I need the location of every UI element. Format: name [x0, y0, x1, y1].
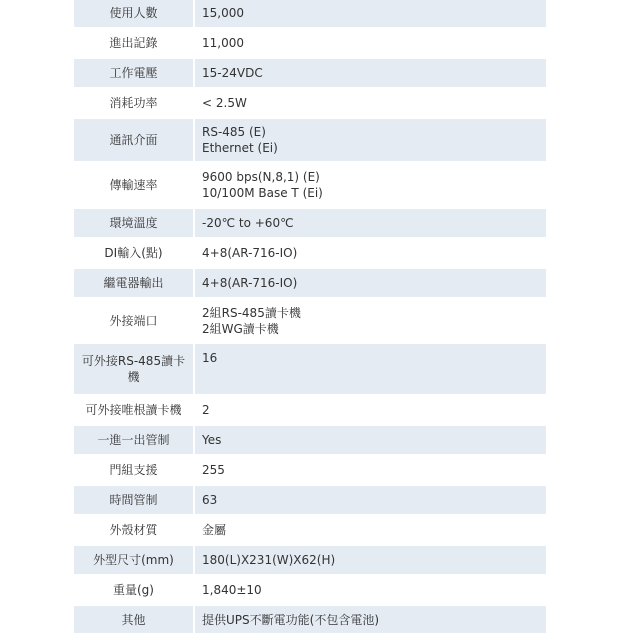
spec-value-line: 2 [202, 403, 210, 417]
spec-row-di-input [74, 238, 546, 268]
spec-label: DI輸入(點) [74, 238, 194, 268]
spec-label: 外接端口 [74, 298, 194, 343]
spec-row-external-ports [74, 298, 546, 343]
spec-label: 繼電器輸出 [74, 268, 194, 298]
spec-value [194, 162, 546, 208]
spec-row-records [74, 28, 546, 58]
spec-label: 外型尺寸(mm) [74, 545, 194, 575]
spec-value [194, 28, 546, 58]
spec-row-wiegand-readers [74, 395, 546, 425]
spec-value [194, 298, 546, 343]
spec-row-dimensions [74, 545, 546, 575]
spec-row-door-groups [74, 455, 546, 485]
spec-value-line: 2組RS-485讀卡機 [202, 305, 301, 320]
spec-value-line: 16 [202, 351, 218, 365]
spec-value [194, 575, 546, 605]
spec-value [194, 0, 546, 28]
spec-label: 可外接唯根讀卡機 [74, 395, 194, 425]
spec-row-housing [74, 515, 546, 545]
spec-value-line: < 2.5W [202, 96, 247, 110]
spec-row-interface [74, 118, 546, 162]
spec-row-rs485-readers [74, 343, 546, 395]
spec-row-power [74, 88, 546, 118]
spec-label: 其他 [74, 605, 194, 634]
spec-value-line: 2組WG讀卡機 [202, 321, 279, 336]
spec-value [194, 485, 546, 515]
spec-label: 外殼材質 [74, 515, 194, 545]
spec-value-line: 4+8(AR-716-IO) [202, 276, 298, 290]
spec-value [194, 343, 546, 395]
spec-value-line: Yes [202, 433, 222, 447]
spec-value [194, 268, 546, 298]
spec-row-speed [74, 162, 546, 208]
spec-value [194, 208, 546, 238]
spec-table-body [74, 0, 546, 634]
spec-value [194, 425, 546, 455]
spec-value [194, 545, 546, 575]
spec-label: 環境溫度 [74, 208, 194, 238]
spec-row-anti-passback [74, 425, 546, 455]
spec-label: 一進一出管制 [74, 425, 194, 455]
spec-row-voltage [74, 58, 546, 88]
spec-value-line: RS-485 (E) [202, 125, 266, 139]
spec-row-users [74, 0, 546, 28]
spec-value [194, 515, 546, 545]
spec-row-time-zones [74, 485, 546, 515]
spec-table [74, 0, 546, 635]
spec-label: 可外接RS-485讀卡機 [74, 343, 194, 395]
spec-label: 消耗功率 [74, 88, 194, 118]
spec-value-line: 10/100M Base T (Ei) [202, 186, 323, 200]
spec-value-line: 63 [202, 493, 218, 507]
spec-value [194, 455, 546, 485]
spec-value [194, 88, 546, 118]
spec-label: 進出記錄 [74, 28, 194, 58]
spec-value-line: 4+8(AR-716-IO) [202, 246, 298, 260]
spec-label: 使用人數 [74, 0, 194, 28]
spec-label: 重量(g) [74, 575, 194, 605]
spec-value-line: 11,000 [202, 36, 244, 50]
spec-value-line: -20℃ to +60℃ [202, 216, 294, 230]
spec-value-line: 金屬 [202, 523, 227, 537]
spec-value [194, 395, 546, 425]
spec-label: 門組支援 [74, 455, 194, 485]
spec-value [194, 238, 546, 268]
spec-value [194, 58, 546, 88]
spec-label: 傳輸速率 [74, 162, 194, 208]
spec-row-weight [74, 575, 546, 605]
spec-label: 通訊介面 [74, 118, 194, 162]
spec-label: 工作電壓 [74, 58, 194, 88]
spec-value-line: 9600 bps(N,8,1) (E) [202, 170, 320, 184]
spec-row-relay-output [74, 268, 546, 298]
spec-value [194, 118, 546, 162]
spec-value-line: Ethernet (Ei) [202, 141, 278, 155]
spec-value-line: 255 [202, 463, 225, 477]
spec-label: 時間管制 [74, 485, 194, 515]
spec-value-line: 提供UPS不斷電功能(不包含電池) [202, 612, 380, 627]
spec-value-line: 15,000 [202, 6, 244, 20]
spec-value-line: 15-24VDC [202, 66, 263, 80]
spec-row-temperature [74, 208, 546, 238]
spec-value-line: 1,840±10 [202, 583, 262, 597]
spec-value-line: 180(L)X231(W)X62(H) [202, 553, 336, 567]
